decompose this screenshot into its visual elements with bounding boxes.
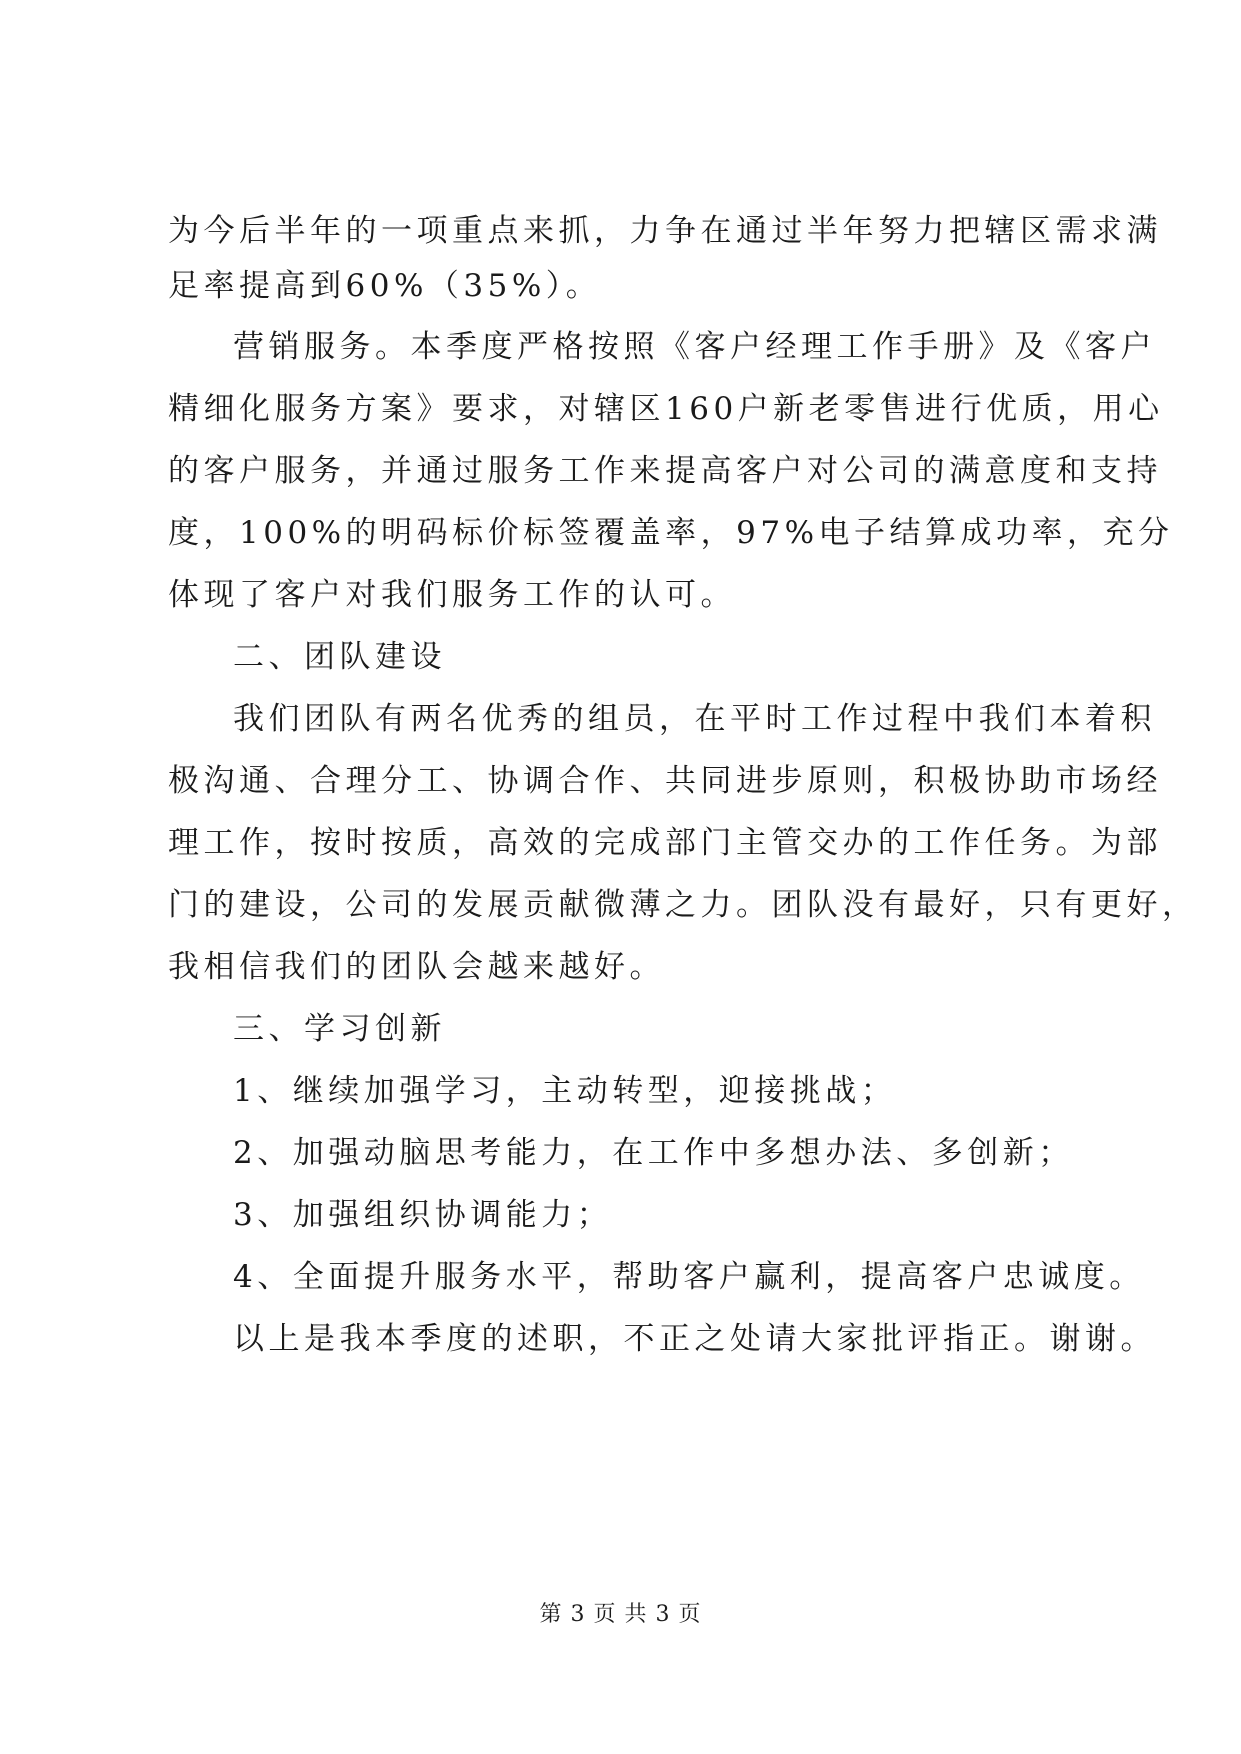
paragraph-line: 体现了客户对我们服务工作的认可。 xyxy=(168,577,736,613)
paragraph-line: 精细化服务方案》要求，对辖区160户新老零售进行优质，用心 xyxy=(168,391,1164,427)
page-number-footer: 第 3 页 共 3 页 xyxy=(539,1602,702,1627)
paragraph-line: 门的建设，公司的发展贡献微薄之力。团队没有最好，只有更好， xyxy=(168,887,1198,923)
paragraph-line: 营销服务。本季度严格按照《客户经理工作手册》及《客户 xyxy=(233,329,1156,365)
paragraph-line: 足率提高到60%（35%）。 xyxy=(168,268,602,304)
paragraph-line: 为今后半年的一项重点来抓，力争在通过半年努力把辖区需求满 xyxy=(168,213,1162,249)
paragraph-line: 的客户服务，并通过服务工作来提高客户对公司的满意度和支持 xyxy=(168,453,1162,489)
list-item: 3、加强组织协调能力； xyxy=(233,1197,613,1233)
paragraph-line: 我相信我们的团队会越来越好。 xyxy=(168,949,665,985)
list-item: 2、加强动脑思考能力，在工作中多想办法、多创新； xyxy=(233,1135,1074,1171)
paragraph-line: 极沟通、合理分工、协调合作、共同进步原则，积极协助市场经 xyxy=(168,763,1162,799)
paragraph-line: 我们团队有两名优秀的组员，在平时工作过程中我们本着积 xyxy=(233,701,1156,737)
closing-line: 以上是我本季度的述职，不正之处请大家批评指正。谢谢。 xyxy=(233,1321,1156,1357)
section-heading: 三、学习创新 xyxy=(233,1011,446,1047)
section-heading: 二、团队建设 xyxy=(233,639,446,675)
paragraph-line: 度，100%的明码标价标签覆盖率，97%电子结算成功率，充分 xyxy=(168,515,1174,551)
list-item: 1、继续加强学习，主动转型，迎接挑战； xyxy=(233,1073,897,1109)
paragraph-line: 理工作，按时按质，高效的完成部门主管交办的工作任务。为部 xyxy=(168,825,1162,861)
list-item: 4、全面提升服务水平，帮助客户赢利，提高客户忠诚度。 xyxy=(233,1259,1145,1295)
